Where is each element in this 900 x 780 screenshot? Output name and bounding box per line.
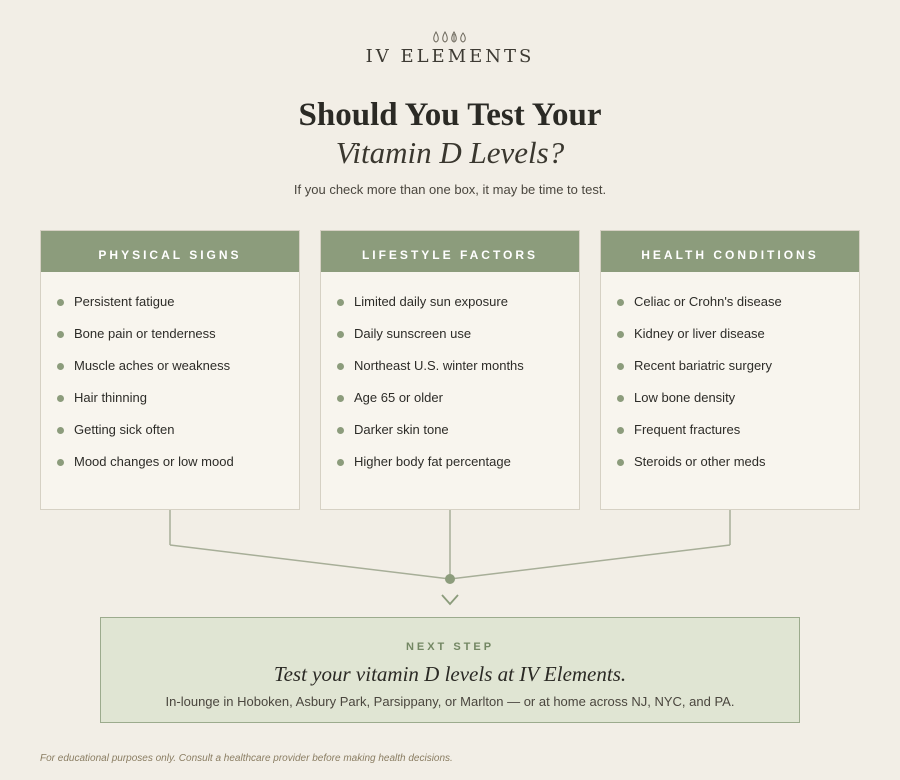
card-lifestyle-factors	[320, 230, 580, 510]
bullet-dot	[337, 427, 344, 434]
list-item-label: Low bone density	[634, 390, 736, 405]
page-subtitle: Vitamin D Levels?	[335, 135, 565, 170]
list-item	[617, 414, 859, 446]
bullet-dot	[337, 459, 344, 466]
list-item	[57, 350, 299, 382]
bullet-dot	[57, 427, 64, 434]
list-item-label: Northeast U.S. winter months	[354, 358, 524, 373]
connector-left-diagonal	[170, 545, 450, 579]
next-step-description: In-lounge in Hoboken, Asbury Park, Parsippany, or Marlton — or at home across NJ, NYC, and PA.	[165, 694, 735, 709]
next-step-label: NEXT STEP	[405, 641, 495, 653]
bullet-dot	[617, 395, 624, 402]
bullet-dot	[57, 395, 64, 402]
list-item	[617, 382, 859, 414]
bullet-dot	[57, 459, 64, 466]
list-item-label: Celiac or Crohn's disease	[634, 294, 782, 309]
bullet-dot	[617, 363, 624, 370]
brand-name: IV ELEMENTS	[365, 46, 535, 67]
list-item-label: Recent bariatric surgery	[634, 358, 772, 373]
list-item-label: Steroids or other meds	[634, 454, 766, 469]
brand-logo	[0, 30, 900, 67]
connector-lines	[0, 508, 900, 612]
list-item	[337, 446, 579, 478]
card-header: LIFESTYLE FACTORS	[321, 231, 579, 272]
list-item	[617, 318, 859, 350]
list-item-label: Age 65 or older	[354, 390, 443, 405]
bullet-dot	[617, 459, 624, 466]
page-tagline: If you check more than one box, it may be time to test.	[293, 182, 607, 197]
bullet-dot	[617, 299, 624, 306]
list-item	[617, 286, 859, 318]
connector-right-diagonal	[450, 545, 730, 579]
list-item	[337, 414, 579, 446]
bullet-dot	[57, 363, 64, 370]
next-step-title: Test your vitamin D levels at IV Elements.	[273, 662, 627, 686]
list-item	[57, 446, 299, 478]
list-item	[337, 318, 579, 350]
bullet-dot	[337, 331, 344, 338]
list-item	[57, 382, 299, 414]
chevron-down-icon	[442, 595, 458, 604]
list-item-label: Getting sick often	[74, 422, 175, 437]
next-step-box	[100, 617, 800, 723]
list-item-label: Daily sunscreen use	[354, 326, 472, 341]
list-item-label: Higher body fat percentage	[354, 454, 511, 469]
card-list	[41, 272, 299, 478]
list-item-label: Hair thinning	[74, 390, 147, 405]
bullet-dot	[337, 395, 344, 402]
card-physical-signs	[40, 230, 300, 510]
list-item-label: Darker skin tone	[354, 422, 449, 437]
connector-node	[445, 574, 455, 584]
footer-disclaimer: For educational purposes only. Consult a healthcare provider before making health decisions.	[40, 753, 453, 764]
list-item-label: Kidney or liver disease	[634, 326, 765, 341]
bullet-dot	[617, 331, 624, 338]
card-header: HEALTH CONDITIONS	[601, 231, 859, 272]
list-item	[617, 446, 859, 478]
list-item-label: Limited daily sun exposure	[354, 294, 508, 309]
drops-icon	[430, 30, 470, 44]
card-header: PHYSICAL SIGNS	[41, 231, 299, 272]
bullet-dot	[337, 363, 344, 370]
list-item-label: Frequent fractures	[634, 422, 741, 437]
list-item	[337, 350, 579, 382]
list-item	[337, 286, 579, 318]
list-item-label: Bone pain or tenderness	[74, 326, 216, 341]
list-item-label: Mood changes or low mood	[74, 454, 234, 469]
list-item-label: Muscle aches or weakness	[74, 358, 231, 373]
list-item-label: Persistent fatigue	[74, 294, 175, 309]
page-title: Should You Test Your	[298, 97, 602, 133]
bullet-dot	[617, 427, 624, 434]
card-list	[321, 272, 579, 478]
card-list	[601, 272, 859, 478]
list-item	[57, 414, 299, 446]
list-item	[57, 318, 299, 350]
bullet-dot	[57, 331, 64, 338]
bullet-dot	[57, 299, 64, 306]
list-item	[337, 382, 579, 414]
list-item	[617, 350, 859, 382]
list-item	[57, 286, 299, 318]
card-health-conditions	[600, 230, 860, 510]
bullet-dot	[337, 299, 344, 306]
